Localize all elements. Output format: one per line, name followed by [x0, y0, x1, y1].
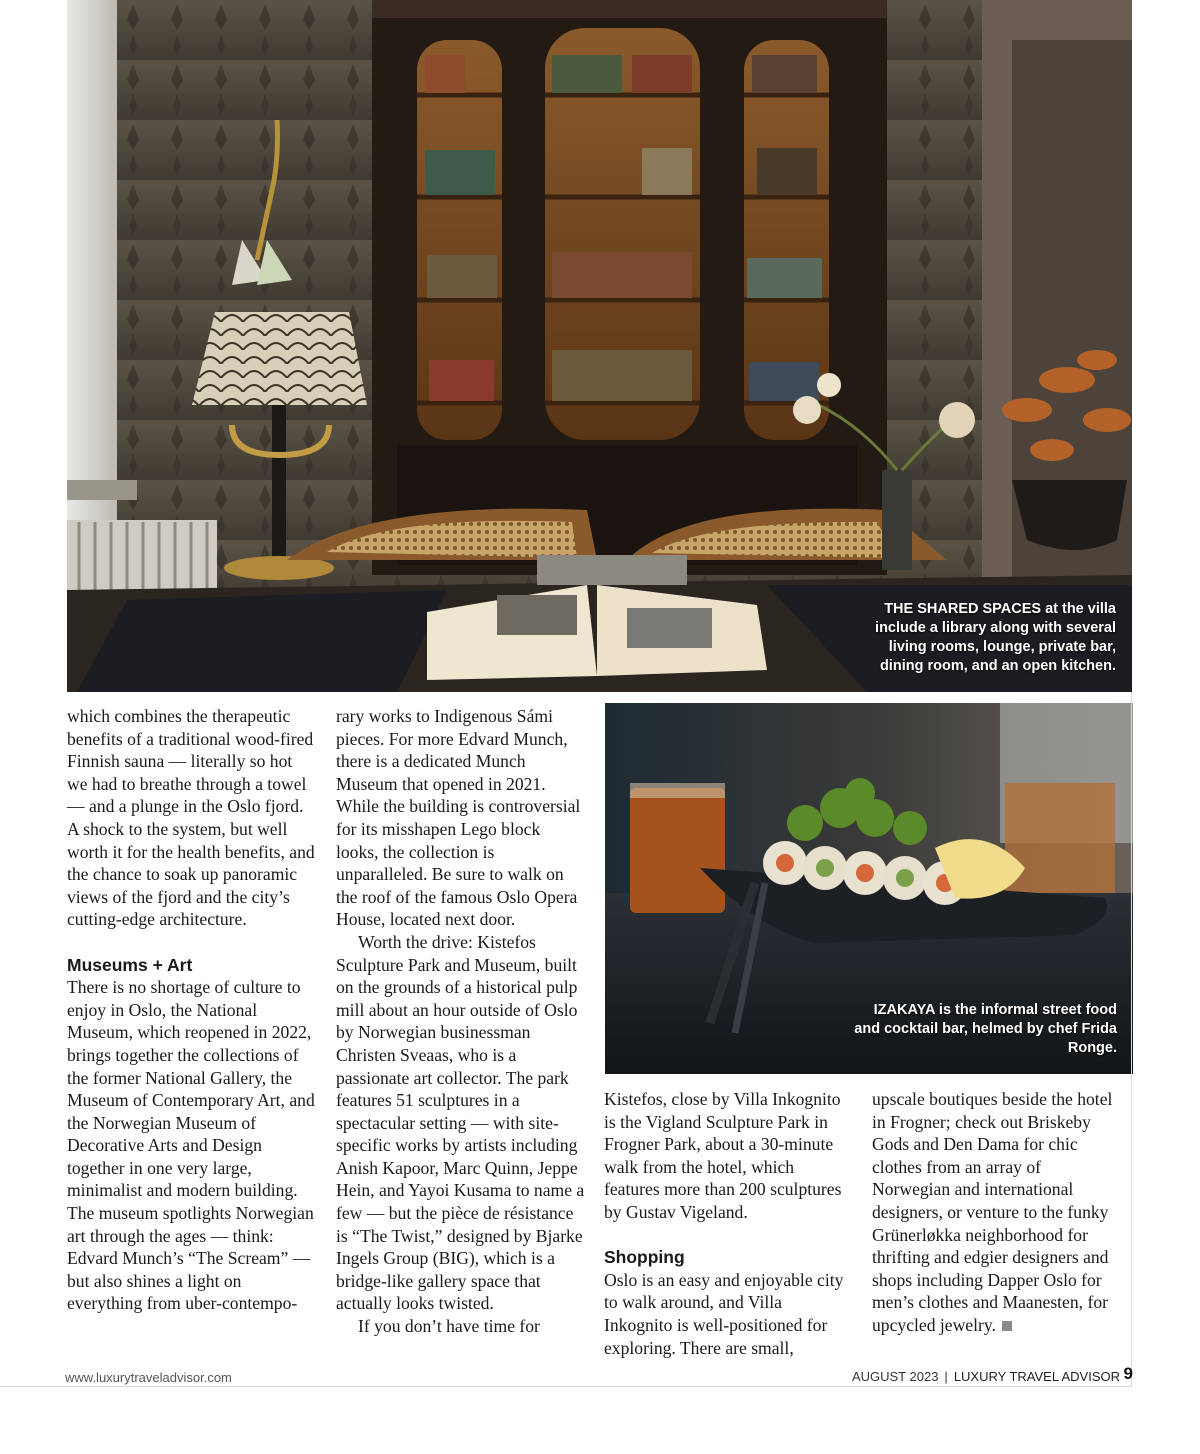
izakaya-photo — [605, 703, 1133, 1074]
paragraph-sauna: which combines the therapeutic benefits of a traditional wood-fired Finnish sauna — literally so hot we had to breathe through a towel — and a plunge in the Oslo fjord. A shock to the system, but well worth it for the health benefits, and the chance to soak up panoramic views of the fjord and the city’s cutting-edge architecture. — [67, 706, 315, 930]
column-2 — [336, 705, 586, 1338]
page-edge-vertical — [1131, 692, 1132, 1386]
hero-caption-text: at the villa include a library along with several living rooms, lounge, private bar, dining room, and an open kitchen. — [875, 601, 1116, 674]
hero-photo — [67, 0, 1132, 692]
boutiques-text: upscale boutiques beside the hotel in Frogner; check out Briskeby Gods and Den Dama for chic clothes from an array of Norwegian and international designers, or venture to the funky Grünerløkka neighborhood for thrifting and edgier designers and shops including Dapper Oslo for men’s clothes and Maanesten, for upcycled jewelry. — [872, 1089, 1113, 1335]
page-edge-horizontal — [0, 1386, 1132, 1387]
page-number: 9 — [1123, 1364, 1133, 1383]
izakaya-caption-lead: IZAKAYA — [873, 1002, 935, 1018]
column-3 — [604, 1088, 854, 1359]
hero-caption — [846, 600, 1116, 676]
footer-url: www.luxurytraveladvisor.com — [65, 1370, 232, 1385]
footer-masthead — [852, 1369, 1120, 1384]
end-mark-icon — [1002, 1321, 1012, 1331]
paragraph-vigeland: Kistefos, close by Villa Inkognito is the Vigland Sculpture Park in Frogner Park, about a 30-minute walk from the hotel, which features more than 200 sculptures by Gustav Vigeland. — [604, 1089, 842, 1222]
column-1 — [67, 705, 317, 1315]
izakaya-caption — [847, 1001, 1117, 1058]
paragraph-boutiques — [872, 1088, 1122, 1337]
paragraph-kistefos: Worth the drive: Kistefos Sculpture Park and Museum, built on the grounds of a historical pulp mill about an hour outside of Oslo by Norwegian businessman Christen Sveaas, who is a passionate art collector. The park features 51 sculptures in a spectacular setting — with site-specific works by artists including Anish Kapoor, Marc Quinn, Jeppe Hein, and Yayoi Kusama to name a few — but the pièce de résistance is “The Twist,” designed by Bjarke Ingels Group (BIG), which is a bridge-like gallery space that actually looks twisted. — [336, 931, 585, 1314]
paragraph-munch: rary works to Indigenous Sámi pieces. For more Edvard Munch, there is a dedicated Munch Museum that opened in 2021. While the building is controversial for its misshapen Lego block looks, the collection is unparalleled. Be sure to walk on the roof of the famous Oslo Opera House, located next door. — [336, 706, 581, 930]
footer-date: AUGUST 2023 — [851, 1369, 939, 1384]
izakaya-caption-text: is the informal street food and cocktail bar, helmed by chef Frida Ronge. — [854, 1002, 1117, 1056]
footer-separator: | — [944, 1369, 948, 1384]
library-illustration — [67, 0, 1132, 692]
column-4 — [872, 1088, 1122, 1337]
hero-caption-lead: THE SHARED SPACES — [884, 601, 1042, 617]
heading-shopping: Shopping — [604, 1247, 685, 1268]
footer-magazine: LUXURY TRAVEL ADVISOR — [953, 1369, 1120, 1384]
heading-museums-art: Museums + Art — [67, 954, 193, 975]
paragraph-no-time: If you don’t have time for — [358, 1316, 540, 1337]
paragraph-shopping: Oslo is an easy and enjoyable city to walk around, and Villa Inkognito is well-positioned for exploring. There are small, — [604, 1269, 844, 1358]
paragraph-museums: There is no shortage of culture to enjoy in Oslo, the National Museum, which reopened in 2022, brings together the collections of the former National Gallery, the Museum of Contemporary Art, and the Norwegian Museum of Decorative Arts and Design together in one very large, minimalist and modern building. The museum spotlights Norwegian art through the ages — think: Edvard Munch’s “The Scream” — but also shines a light on everything from uber-contempo- — [67, 977, 315, 1314]
